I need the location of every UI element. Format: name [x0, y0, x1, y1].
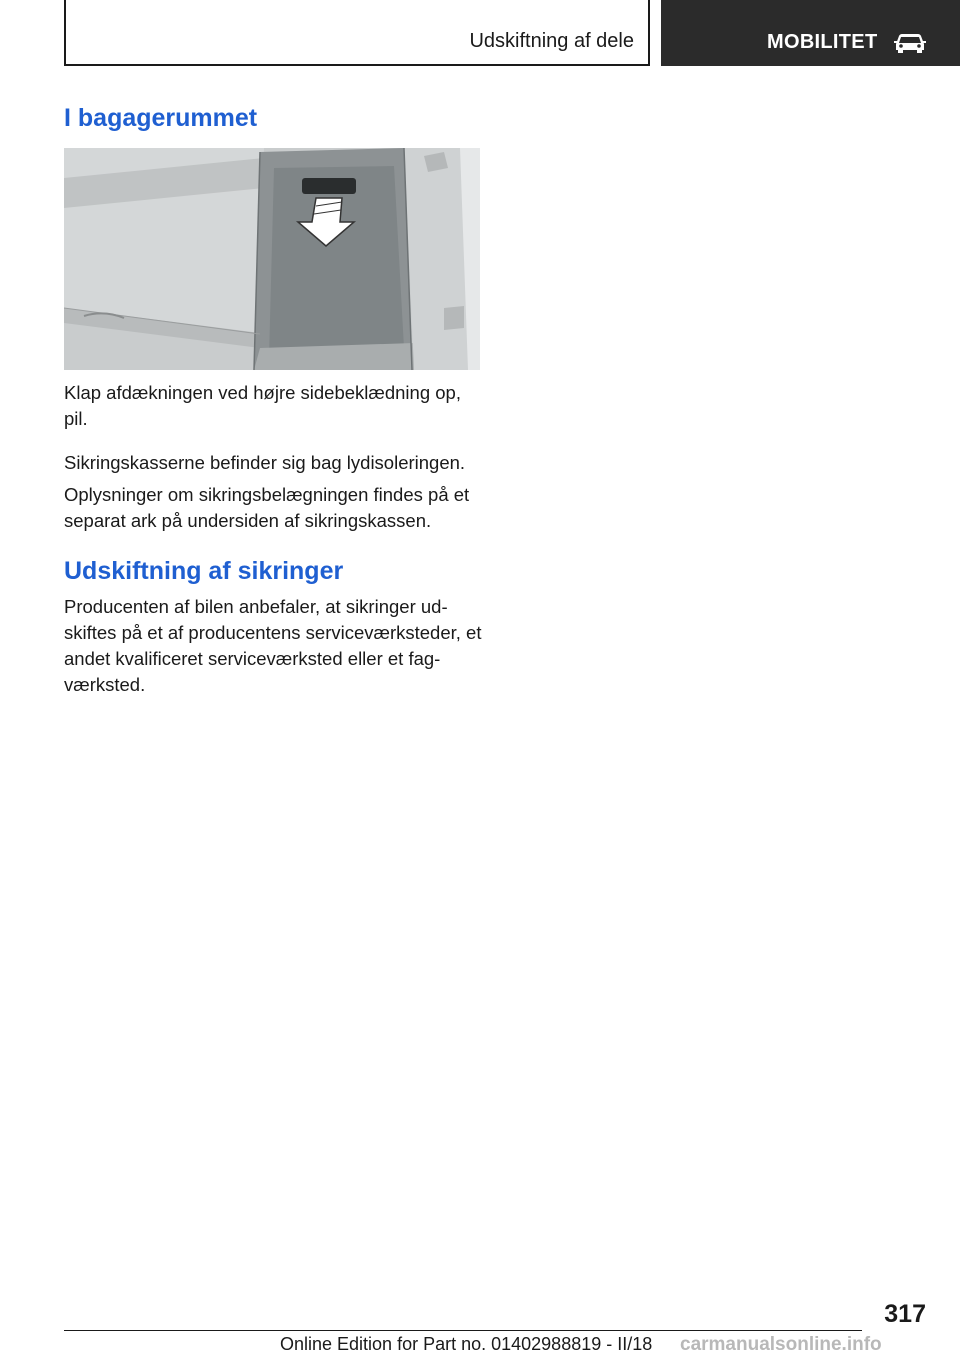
paragraph-fuse-location: Sikringskasserne befinder sig bag lydisoleringen. — [64, 452, 466, 473]
footer-edition-text: Online Edition for Part no. 01402988819 - II/18 — [280, 1334, 653, 1354]
car-icon — [893, 30, 927, 54]
page-number: 317 — [884, 1300, 926, 1328]
section-heading-trunk: I bagagerummet — [64, 104, 258, 132]
chapter-title: MOBILITET — [767, 30, 878, 53]
footer-divider — [64, 1330, 862, 1331]
paragraph-fuse-info: Oplysninger om sikringsbelægningen findes på et separat ark på undersiden af sikringskassen. — [64, 484, 470, 531]
trunk-side-panel-illustration — [64, 148, 480, 370]
watermark: carmanualsonline.info — [680, 1334, 882, 1355]
paragraph-fuse-recommendation: Producenten af bilen anbefaler, at sikringer udskiftes på et af producentens serviceværksteder, et andet kvalificeret serviceværksted eller et fagværksted. — [64, 596, 482, 695]
header-chapter-box — [661, 0, 960, 66]
header-section-box — [64, 0, 650, 66]
section-title: Udskiftning af dele — [469, 29, 634, 52]
paragraph-open-cover: Klap afdækningen ved højre sidebeklædning op, pil. — [64, 382, 461, 429]
section-heading-fuse-replacement: Udskiftning af sikringer — [64, 557, 344, 585]
